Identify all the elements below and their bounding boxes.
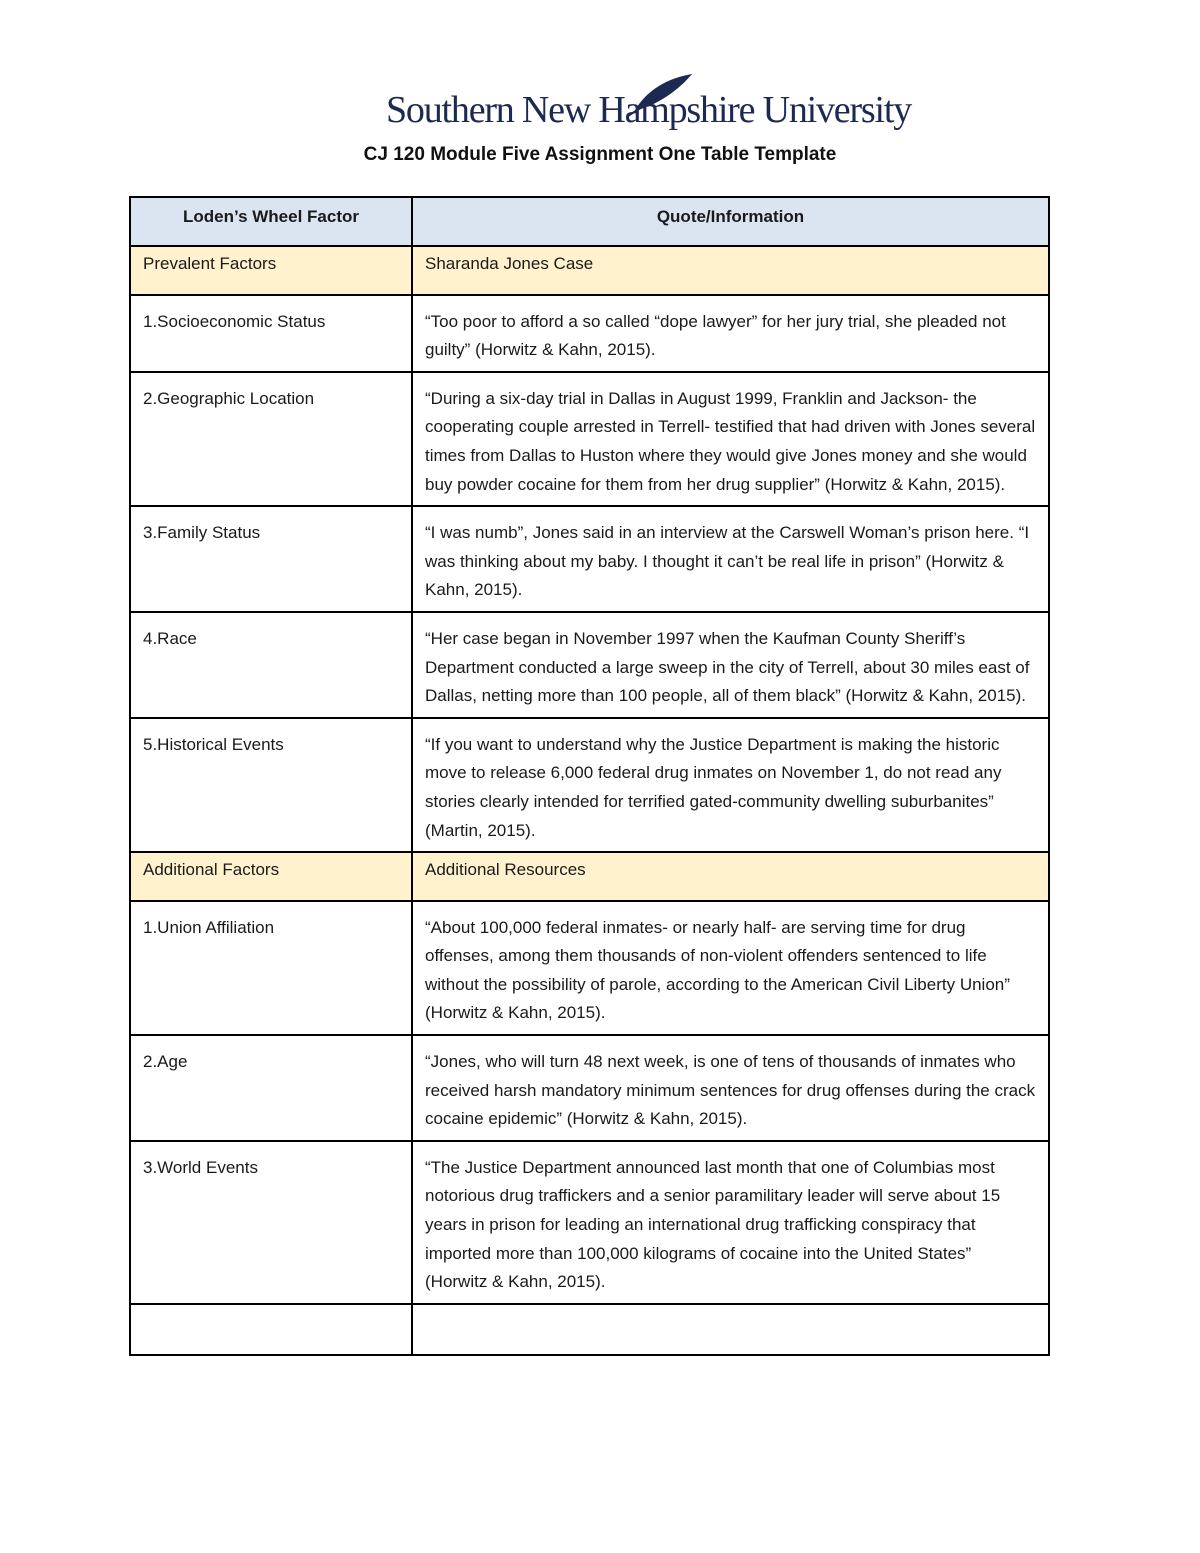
quote-cell: “During a six-day trial in Dallas in August 1999, Franklin and Jackson- the cooperating couple arrested in Terrell- testified that had driven with Jones several times from Dallas to Huston where they would give Jones money and she would buy powder cocaine for them from her drug supplier” (Horwitz & Kahn, 2015). bbox=[412, 372, 1049, 506]
table-row bbox=[130, 1141, 1049, 1304]
section-label: Additional Factors bbox=[130, 852, 412, 901]
table-row bbox=[130, 295, 1049, 372]
table-row bbox=[130, 612, 1049, 718]
factor-cell: 2.Age bbox=[130, 1035, 412, 1141]
quote-cell: “The Justice Department announced last month that one of Columbias most notorious drug traffickers and a senior paramilitary leader will serve about 15 years in prison for leading an international drug trafficking conspiracy that imported more than 100,000 kilograms of cocaine into the United States” (Horwitz & Kahn, 2015). bbox=[412, 1141, 1049, 1304]
table-row bbox=[130, 506, 1049, 612]
factor-cell: 5.Historical Events bbox=[130, 718, 412, 852]
factor-cell: 3.World Events bbox=[130, 1141, 412, 1304]
university-logo bbox=[386, 64, 912, 140]
lodens-wheel-table bbox=[129, 196, 1050, 1356]
table-row bbox=[130, 372, 1049, 506]
factor-cell: 3.Family Status bbox=[130, 506, 412, 612]
section-resource: Sharanda Jones Case bbox=[412, 246, 1049, 295]
table-row bbox=[130, 718, 1049, 852]
factor-cell: 4.Race bbox=[130, 612, 412, 718]
document-title: CJ 120 Module Five Assignment One Table Template bbox=[363, 144, 837, 165]
quote-cell: “Her case began in November 1997 when the Kaufman County Sheriff’s Department conducted a large sweep in the city of Terrell, about 30 miles east of Dallas, netting more than 100 people, all of them black” (Horwitz & Kahn, 2015). bbox=[412, 612, 1049, 718]
table-row bbox=[130, 1035, 1049, 1141]
quote-cell: “Jones, who will turn 48 next week, is one of tens of thousands of inmates who received harsh mandatory minimum sentences for drug offenses during the crack cocaine epidemic” (Horwitz & Kahn, 2015). bbox=[412, 1035, 1049, 1141]
quill-leaf-icon bbox=[624, 72, 694, 118]
header-quote: Quote/Information bbox=[412, 197, 1049, 246]
factor-cell: 2.Geographic Location bbox=[130, 372, 412, 506]
quote-cell: “Too poor to afford a so called “dope lawyer” for her jury trial, she pleaded not guilty” (Horwitz & Kahn, 2015). bbox=[412, 295, 1049, 372]
section-row-additional bbox=[130, 852, 1049, 901]
quote-cell bbox=[412, 1304, 1049, 1355]
factor-cell: 1.Socioeconomic Status bbox=[130, 295, 412, 372]
table-row bbox=[130, 901, 1049, 1035]
university-logo-text: Southern New Hampshire University bbox=[386, 89, 912, 131]
section-resource: Additional Resources bbox=[412, 852, 1049, 901]
header-factor: Loden’s Wheel Factor bbox=[130, 197, 412, 246]
table-header-row bbox=[130, 197, 1049, 246]
quote-cell: “If you want to understand why the Justice Department is making the historic move to release 6,000 federal drug inmates on November 1, do not read any stories clearly intended for terrified gated-community dwelling suburbanites” (Martin, 2015). bbox=[412, 718, 1049, 852]
section-row-prevalent bbox=[130, 246, 1049, 295]
quote-cell: “I was numb”, Jones said in an interview at the Carswell Woman’s prison here. “I was thinking about my baby. I thought it can’t be real life in prison” (Horwitz & Kahn, 2015). bbox=[412, 506, 1049, 612]
factor-cell: 1.Union Affiliation bbox=[130, 901, 412, 1035]
section-label: Prevalent Factors bbox=[130, 246, 412, 295]
quote-cell: “About 100,000 federal inmates- or nearly half- are serving time for drug offenses, among them thousands of non-violent offenders sentenced to life without the possibility of parole, according to the American Civil Liberty Union” (Horwitz & Kahn, 2015). bbox=[412, 901, 1049, 1035]
factor-cell bbox=[130, 1304, 412, 1355]
empty-row bbox=[130, 1304, 1049, 1355]
